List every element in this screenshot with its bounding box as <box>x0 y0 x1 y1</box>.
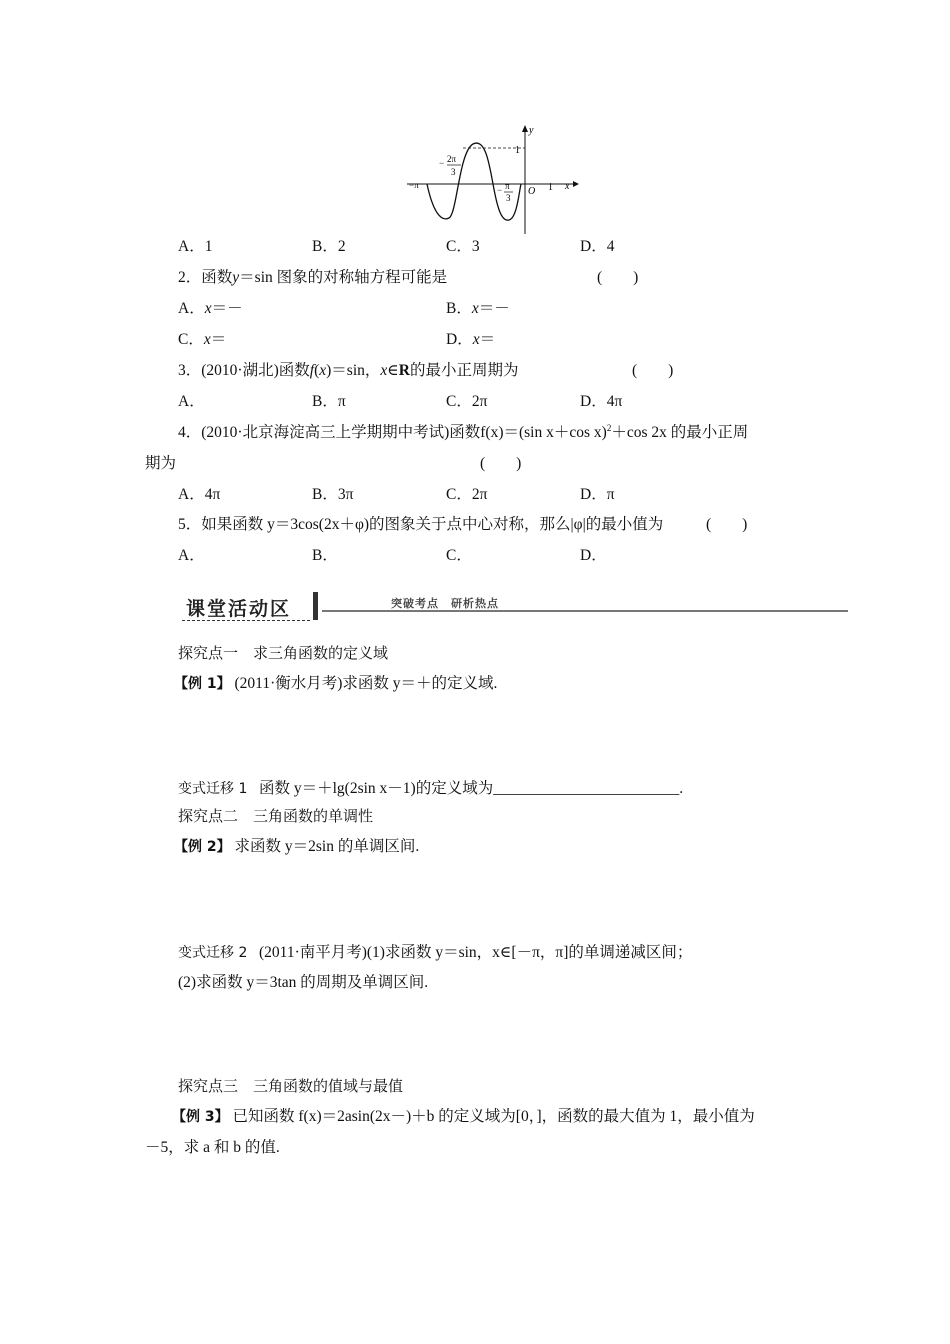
q1-option-c: C．3 <box>446 238 480 255</box>
s2-variant-line2: (2)求函数 y＝3tan 的周期及单调区间. <box>178 974 429 991</box>
q4-option-d: D．π <box>580 486 615 503</box>
q3-option-d: D．4π <box>580 393 623 410</box>
x-axis-arrow-icon <box>573 181 579 187</box>
s3-example-line2: －5，求 a 和 b 的值. <box>145 1139 280 1156</box>
q3-option-b: B．π <box>312 393 346 410</box>
s1-variant: 变式迁移 1 函数 y＝＋lg(2sin x－1)的定义域为________________________. <box>178 780 684 797</box>
q5-option-c: C． <box>446 547 472 564</box>
q2-option-c: C．x＝ <box>178 331 227 348</box>
neg-pi-third-num: π <box>505 181 510 191</box>
origin-label: O <box>528 186 536 197</box>
q5-option-b: B． <box>312 547 338 564</box>
x-axis-label: x <box>565 181 570 192</box>
banner-dash-line <box>182 620 310 621</box>
q3-option-c: C．2π <box>446 393 488 410</box>
neg-two-pi-third-num: 2π <box>447 154 457 164</box>
sine-graph <box>405 122 585 237</box>
x-one-label: 1 <box>548 182 553 193</box>
q2-paren: ( ) <box>597 269 639 286</box>
section-banner <box>178 590 848 624</box>
s2-title: 探究点二 三角函数的单调性 <box>178 807 374 825</box>
banner-divider <box>313 592 318 620</box>
q1-option-b: B．2 <box>312 238 346 255</box>
q5-option-a: A． <box>178 547 205 564</box>
q2-stem: 2．函数y＝sin 图象的对称轴方程可能是 <box>178 269 448 286</box>
banner-title: 课堂活动区 <box>186 598 292 620</box>
s3-example: 【例 3】 已知函数 f(x)＝2asin(2x－)＋b 的定义域为[0，]，函数的最大值为 1，最小值为 <box>172 1108 755 1125</box>
q3-stem: 3．(2010·湖北)函数f(x)＝sin，x∈R的最小正周期为 <box>178 362 519 379</box>
neg-pi-third-den: 3 <box>506 193 511 203</box>
q3-option-a: A． <box>178 393 205 410</box>
y-axis-arrow-icon <box>522 125 528 132</box>
q4-option-b: B．3π <box>312 486 354 503</box>
neg-pi-third-sign: − <box>497 185 503 195</box>
neg-pi-label: −π <box>409 180 419 190</box>
q1-option-a: A．1 <box>178 238 213 255</box>
q5-paren: ( ) <box>706 516 748 533</box>
y-one-label: 1 <box>515 145 520 156</box>
q5-stem: 5．如果函数 y＝3cos(2x＋φ)的图象关于点中心对称，那么|φ|的最小值为 <box>178 516 664 533</box>
s3-title: 探究点三 三角函数的值域与最值 <box>178 1077 404 1095</box>
q2-option-d: D．x＝ <box>446 331 496 348</box>
q4-paren: ( ) <box>480 455 522 472</box>
q4-stem: 4．(2010·北京海淀高三上学期期中考试)函数f(x)＝(sin x＋cos x)$^2$＋cos 2x 的最小正周 <box>178 422 749 441</box>
q4-option-c: C．2π <box>446 486 488 503</box>
s2-example: 【例 2】 求函数 y＝2sin 的单调区间. <box>174 838 420 855</box>
q1-option-d: D．4 <box>580 238 615 255</box>
s1-title: 探究点一 求三角函数的定义域 <box>178 644 389 662</box>
q4-option-a: A．4π <box>178 486 221 503</box>
neg-two-pi-third-den: 3 <box>451 167 456 177</box>
q5-option-d: D． <box>580 547 607 564</box>
q4-stem-line2: 期为 <box>145 455 177 472</box>
s1-example: 【例 1】 (2011·衡水月考)求函数 y＝＋的定义域. <box>174 675 498 692</box>
s2-variant: 变式迁移 2 (2011·南平月考)(1)求函数 y＝sin，x∈[－π，π]的单调递减区间； <box>178 944 693 961</box>
banner-subtitle: 突破考点 研析热点 <box>391 597 499 610</box>
q2-option-a: A．x＝－ <box>178 300 243 317</box>
q2-option-b: B．x＝－ <box>446 300 510 317</box>
neg-two-pi-third-sign: − <box>439 158 445 168</box>
q3-paren: ( ) <box>632 362 674 379</box>
y-axis-label: y <box>529 125 534 136</box>
